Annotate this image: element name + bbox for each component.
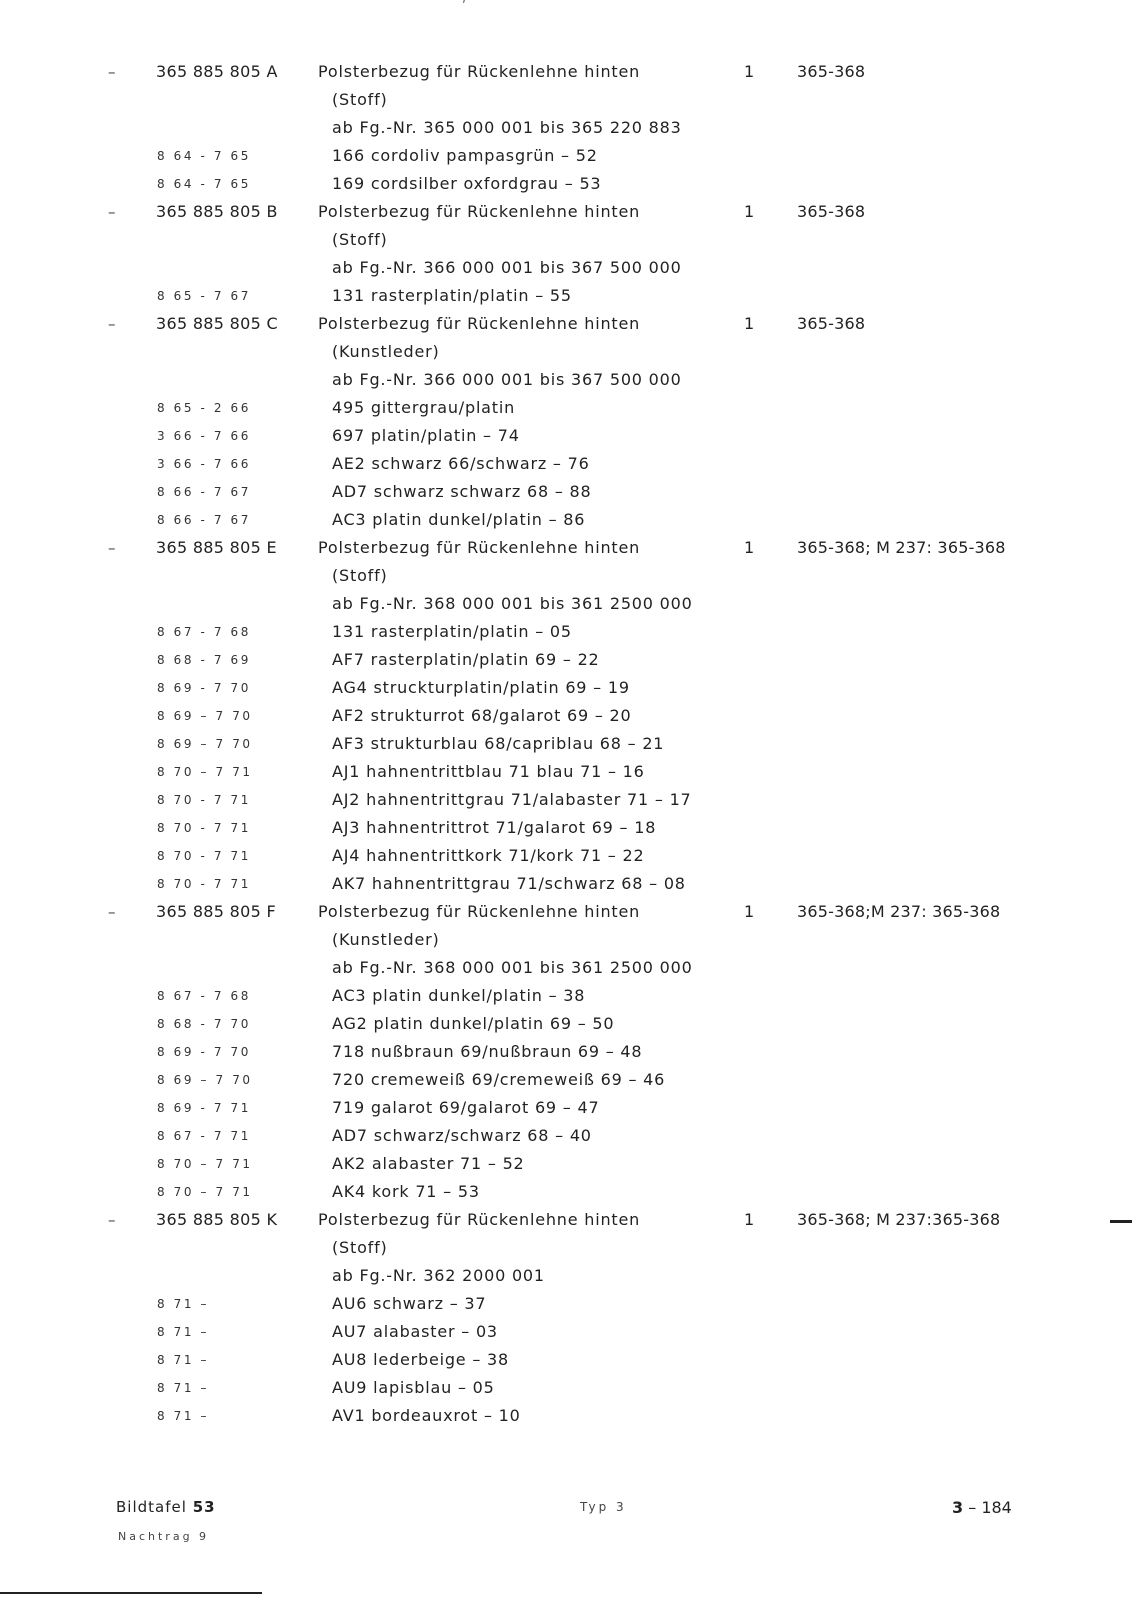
description: AG4 struckturplatin/platin 69 – 19 (332, 678, 630, 697)
parts-row (0, 982, 1132, 1010)
description: AJ4 hahnentrittkork 71/kork 71 – 22 (332, 846, 645, 865)
type-label: Typ 3 (580, 1500, 627, 1514)
parts-row (0, 142, 1132, 170)
date-range: 8 70 – 7 71 (157, 1157, 253, 1171)
date-range: 8 70 - 7 71 (157, 877, 251, 891)
parts-row (0, 170, 1132, 198)
parts-row (0, 1094, 1132, 1122)
date-range: 8 64 - 7 65 (157, 149, 251, 163)
description: AJ2 hahnentrittgrau 71/alabaster 71 – 17 (332, 790, 692, 809)
supplement-label: Nachtrag 9 (118, 1530, 210, 1543)
date-range: 8 65 - 7 67 (157, 289, 251, 303)
parts-row (0, 422, 1132, 450)
parts-row (0, 1178, 1132, 1206)
margin-mark (1110, 1220, 1132, 1223)
date-range: 8 67 - 7 68 (157, 625, 251, 639)
row-dash: – (108, 203, 116, 221)
row-dash: – (108, 1211, 116, 1229)
description: Polsterbezug für Rückenlehne hinten (318, 902, 641, 921)
part-number: 365 885 805 E (156, 538, 277, 557)
description: ab Fg.-Nr. 362 2000 001 (332, 1266, 545, 1285)
parts-row (0, 366, 1132, 394)
parts-row (0, 282, 1132, 310)
description: 495 gittergrau/platin (332, 398, 516, 417)
quantity: 1 (744, 202, 755, 221)
description: AG2 platin dunkel/platin 69 – 50 (332, 1014, 615, 1033)
date-range: 8 69 – 7 70 (157, 737, 253, 751)
parts-row (0, 646, 1132, 674)
parts-row (0, 1066, 1132, 1094)
description: AF3 strukturblau 68/capriblau 68 – 21 (332, 734, 665, 753)
plate-label-text: Bildtafel (116, 1498, 187, 1516)
parts-row (0, 842, 1132, 870)
parts-row (0, 1346, 1132, 1374)
date-range: 8 69 - 7 70 (157, 1045, 251, 1059)
parts-row (0, 1290, 1132, 1318)
date-range: 8 66 - 7 67 (157, 485, 251, 499)
description: Polsterbezug für Rückenlehne hinten (318, 202, 641, 221)
description: ab Fg.-Nr. 366 000 001 bis 367 500 000 (332, 370, 682, 389)
bottom-rule (0, 1592, 262, 1594)
description: 719 galarot 69/galarot 69 – 47 (332, 1098, 600, 1117)
parts-row (0, 198, 1132, 226)
parts-row (0, 758, 1132, 786)
parts-row (0, 674, 1132, 702)
date-range: 8 69 – 7 70 (157, 709, 253, 723)
parts-row (0, 310, 1132, 338)
date-range: 8 69 – 7 70 (157, 1073, 253, 1087)
description: AF7 rasterplatin/platin 69 – 22 (332, 650, 600, 669)
description: ab Fg.-Nr. 365 000 001 bis 365 220 883 (332, 118, 682, 137)
row-dash: – (108, 903, 116, 921)
parts-row (0, 898, 1132, 926)
page-number-suffix: – 184 (968, 1498, 1012, 1517)
description: Polsterbezug für Rückenlehne hinten (318, 1210, 641, 1229)
parts-row (0, 254, 1132, 282)
model-range: 365-368 (797, 314, 866, 333)
description: AU9 lapisblau – 05 (332, 1378, 495, 1397)
row-dash: – (108, 539, 116, 557)
description: ab Fg.-Nr. 366 000 001 bis 367 500 000 (332, 258, 682, 277)
parts-row (0, 1262, 1132, 1290)
description: ab Fg.-Nr. 368 000 001 bis 361 2500 000 (332, 594, 693, 613)
description: 169 cordsilber oxfordgrau – 53 (332, 174, 602, 193)
parts-row (0, 1010, 1132, 1038)
date-range: 8 71 – (157, 1325, 210, 1339)
parts-row (0, 1122, 1132, 1150)
description: AC3 platin dunkel/platin – 86 (332, 510, 586, 529)
parts-row (0, 1374, 1132, 1402)
plate-label (116, 1498, 216, 1516)
description: AC3 platin dunkel/platin – 38 (332, 986, 586, 1005)
model-range: 365-368 (797, 202, 866, 221)
description: 718 nußbraun 69/nußbraun 69 – 48 (332, 1042, 643, 1061)
description: (Stoff) (332, 566, 388, 585)
part-number: 365 885 805 A (156, 62, 278, 81)
date-range: 8 71 – (157, 1353, 210, 1367)
model-range: 365-368;M 237: 365-368 (797, 902, 1001, 921)
date-range: 8 68 - 7 69 (157, 653, 251, 667)
parts-row (0, 506, 1132, 534)
description: AD7 schwarz schwarz 68 – 88 (332, 482, 592, 501)
description: 166 cordoliv pampasgrün – 52 (332, 146, 598, 165)
parts-row (0, 226, 1132, 254)
quantity: 1 (744, 902, 755, 921)
parts-row (0, 114, 1132, 142)
description: 697 platin/platin – 74 (332, 426, 520, 445)
date-range: 3 66 - 7 66 (157, 457, 251, 471)
description: AF2 strukturrot 68/galarot 69 – 20 (332, 706, 632, 725)
description: (Stoff) (332, 1238, 388, 1257)
parts-list (0, 58, 1132, 1430)
date-range: 3 66 - 7 66 (157, 429, 251, 443)
description: AD7 schwarz/schwarz 68 – 40 (332, 1126, 592, 1145)
parts-row (0, 870, 1132, 898)
parts-row (0, 534, 1132, 562)
description: AK4 kork 71 – 53 (332, 1182, 480, 1201)
description: AU6 schwarz – 37 (332, 1294, 487, 1313)
parts-row (0, 58, 1132, 86)
description: AV1 bordeauxrot – 10 (332, 1406, 521, 1425)
model-range: 365-368; M 237: 365-368 (797, 538, 1006, 557)
parts-row (0, 954, 1132, 982)
parts-row (0, 618, 1132, 646)
parts-row (0, 1318, 1132, 1346)
parts-row (0, 1234, 1132, 1262)
model-range: 365-368; M 237:365-368 (797, 1210, 1001, 1229)
quantity: 1 (744, 538, 755, 557)
date-range: 8 69 - 7 71 (157, 1101, 251, 1115)
date-range: 8 70 - 7 71 (157, 821, 251, 835)
date-range: 8 71 – (157, 1381, 210, 1395)
quantity: 1 (744, 314, 755, 333)
description: (Stoff) (332, 230, 388, 249)
date-range: 8 66 - 7 67 (157, 513, 251, 527)
parts-row (0, 786, 1132, 814)
part-number: 365 885 805 F (156, 902, 276, 921)
description: AE2 schwarz 66/schwarz – 76 (332, 454, 590, 473)
description: 131 rasterplatin/platin – 05 (332, 622, 572, 641)
date-range: 8 71 – (157, 1409, 210, 1423)
description: Polsterbezug für Rückenlehne hinten (318, 62, 641, 81)
description: AJ1 hahnentrittblau 71 blau 71 – 16 (332, 762, 645, 781)
parts-row (0, 702, 1132, 730)
description: AK7 hahnentrittgrau 71/schwarz 68 – 08 (332, 874, 686, 893)
parts-row (0, 1150, 1132, 1178)
date-range: 8 65 - 2 66 (157, 401, 251, 415)
parts-row (0, 1402, 1132, 1430)
description: (Stoff) (332, 90, 388, 109)
parts-row (0, 450, 1132, 478)
parts-row (0, 730, 1132, 758)
date-range: 8 70 – 7 71 (157, 765, 253, 779)
description: (Kunstleder) (332, 930, 440, 949)
date-range: 8 67 - 7 71 (157, 1129, 251, 1143)
description: 131 rasterplatin/platin – 55 (332, 286, 572, 305)
page-number (952, 1498, 1012, 1517)
row-dash: – (108, 63, 116, 81)
date-range: 8 64 - 7 65 (157, 177, 251, 191)
description: AK2 alabaster 71 – 52 (332, 1154, 525, 1173)
row-dash: – (108, 315, 116, 333)
parts-row (0, 478, 1132, 506)
description: AU8 lederbeige – 38 (332, 1350, 509, 1369)
description: (Kunstleder) (332, 342, 440, 361)
parts-row (0, 562, 1132, 590)
model-range: 365-368 (797, 62, 866, 81)
description: Polsterbezug für Rückenlehne hinten (318, 538, 641, 557)
part-number: 365 885 805 B (156, 202, 278, 221)
date-range: 8 68 - 7 70 (157, 1017, 251, 1031)
description: Polsterbezug für Rückenlehne hinten (318, 314, 641, 333)
parts-row (0, 1038, 1132, 1066)
parts-row (0, 338, 1132, 366)
parts-row (0, 86, 1132, 114)
date-range: 8 70 – 7 71 (157, 1185, 253, 1199)
parts-row (0, 590, 1132, 618)
part-number: 365 885 805 K (156, 1210, 278, 1229)
part-number: 365 885 805 C (156, 314, 278, 333)
parts-row (0, 394, 1132, 422)
description: ab Fg.-Nr. 368 000 001 bis 361 2500 000 (332, 958, 693, 977)
parts-row (0, 926, 1132, 954)
quantity: 1 (744, 1210, 755, 1229)
date-range: 8 67 - 7 68 (157, 989, 251, 1003)
plate-number: 53 (192, 1498, 216, 1516)
quantity: 1 (744, 62, 755, 81)
date-range: 8 70 - 7 71 (157, 793, 251, 807)
date-range: 8 71 – (157, 1297, 210, 1311)
top-tick-mark: ʼ (462, 0, 466, 12)
date-range: 8 70 - 7 71 (157, 849, 251, 863)
parts-row (0, 814, 1132, 842)
page-number-prefix: 3 (952, 1498, 964, 1517)
description: 720 cremeweiß 69/cremeweiß 69 – 46 (332, 1070, 666, 1089)
description: AJ3 hahnentrittrot 71/galarot 69 – 18 (332, 818, 657, 837)
date-range: 8 69 - 7 70 (157, 681, 251, 695)
parts-row (0, 1206, 1132, 1234)
description: AU7 alabaster – 03 (332, 1322, 498, 1341)
